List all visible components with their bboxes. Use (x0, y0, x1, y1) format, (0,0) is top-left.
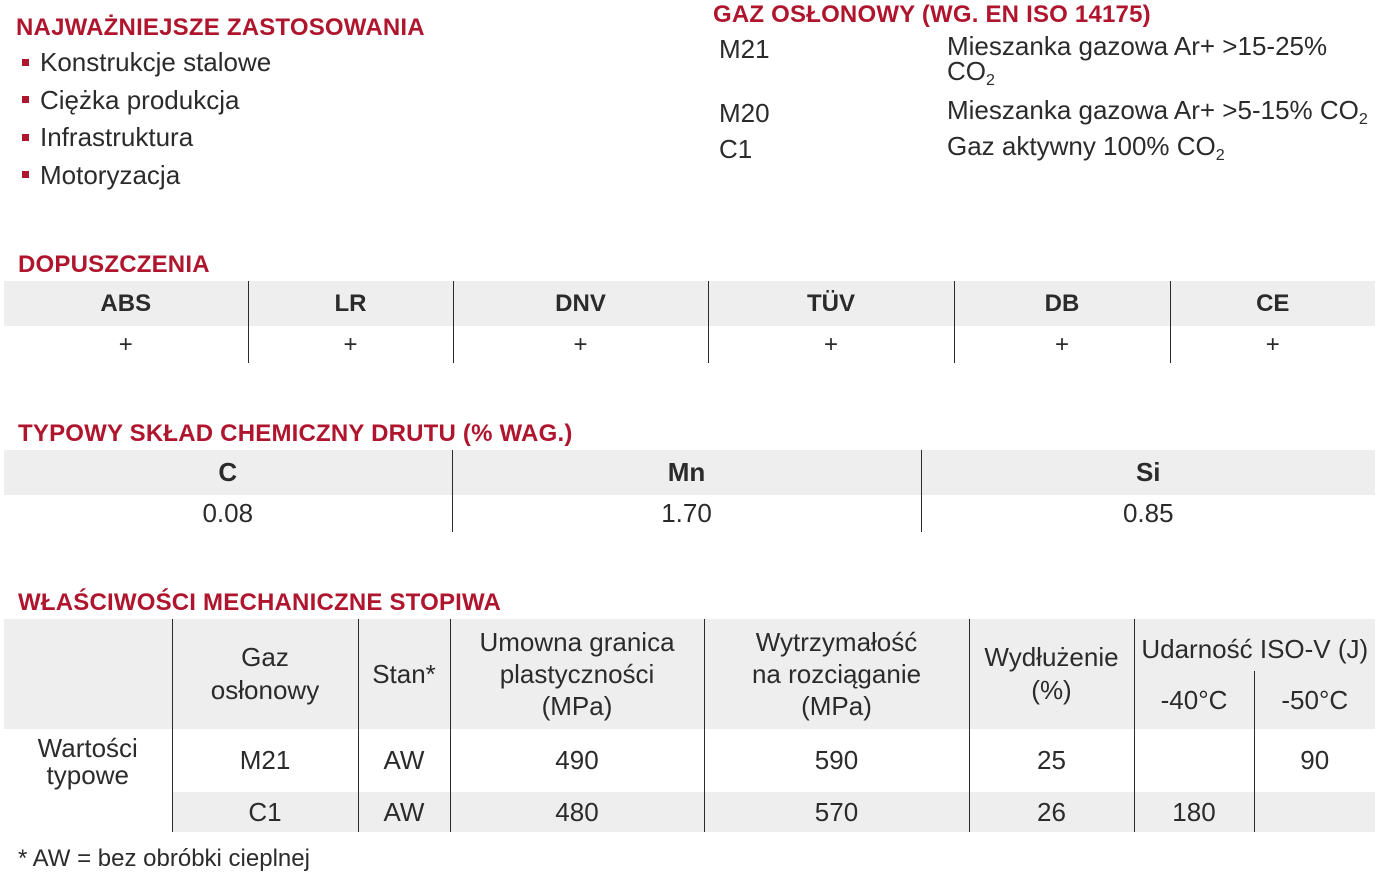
approval-value: + (954, 326, 1170, 363)
table-row (4, 792, 1375, 832)
bullet-icon (22, 59, 29, 66)
applications-heading: NAJWAŻNIEJSZE ZASTOSOWANIA (16, 14, 425, 41)
gas-code: M21 (719, 34, 770, 64)
impact-header: Udarność ISO-V (J) (1134, 619, 1375, 671)
table-header-row (4, 450, 1375, 495)
approval-header: TÜV (708, 281, 954, 326)
gas-description (947, 31, 1357, 89)
applications-list (22, 44, 271, 194)
impact-50-value: 90 (1254, 729, 1375, 792)
row-label-text: typowe (46, 760, 129, 790)
list-item-label: Konstrukcje stalowe (40, 47, 272, 77)
header-text: Wytrzymałość (755, 627, 918, 657)
element-value: 1.70 (452, 495, 921, 532)
list-item (22, 44, 271, 82)
footnote: * AW = bez obróbki cieplnej (18, 845, 310, 872)
gas-code: M20 (719, 98, 770, 128)
approval-value: + (1170, 326, 1375, 363)
gas-description (947, 95, 1379, 128)
state-header: Stan* (358, 619, 450, 729)
empty-header-cell (4, 619, 172, 729)
approval-value: + (118, 330, 133, 358)
impact-40-value (1134, 729, 1254, 792)
state-value: AW (358, 792, 450, 832)
element-header: Mn (452, 450, 921, 495)
list-item (22, 82, 271, 120)
shielding-gas-heading: GAZ OSŁONOWY (WG. EN ISO 14175) (713, 1, 1151, 28)
gas-header (172, 619, 358, 729)
elongation-header (969, 619, 1134, 729)
header-text: plastyczności (499, 659, 655, 689)
gas-value: M21 (172, 729, 358, 792)
row-label-text: Wartości (37, 733, 138, 763)
impact-temp-header: -40°C (1134, 671, 1254, 729)
header-text: Wydłużenie (984, 642, 1119, 672)
state-value: AW (358, 729, 450, 792)
element-value: 0.85 (921, 495, 1375, 532)
approval-header: ABS (100, 289, 152, 317)
element-header: C (218, 457, 238, 487)
tensile-header (704, 619, 969, 729)
approval-value: + (453, 326, 708, 363)
approval-header: DB (954, 281, 1170, 326)
approval-header: CE (1170, 281, 1375, 326)
list-item-label: Infrastruktura (40, 122, 194, 152)
impact-50-value (1254, 792, 1375, 832)
table-row (4, 326, 1375, 363)
gas-code: C1 (719, 134, 753, 164)
chemistry-heading: TYPOWY SKŁAD CHEMICZNY DRUTU (% WAG.) (18, 420, 573, 447)
header-text: osłonowy (210, 675, 320, 705)
elongation-value: 26 (969, 792, 1134, 832)
gas-description-subscript: 2 (1358, 109, 1368, 128)
impact-temp-header: -50°C (1254, 671, 1375, 729)
row-label (4, 729, 172, 832)
header-text: na rozciąganie (751, 659, 922, 689)
gas-description-text: Gaz aktywny 100% CO (947, 131, 1216, 161)
header-text: (MPa) (541, 691, 613, 721)
table-header-row (4, 619, 1375, 671)
list-item (22, 119, 271, 157)
table-row (4, 729, 1375, 792)
bullet-icon (22, 171, 29, 178)
header-text: Gaz (241, 642, 289, 672)
element-value: 0.08 (202, 498, 254, 528)
list-item-label: Ciężka produkcja (40, 84, 240, 115)
approvals-heading: DOPUSZCZENIA (18, 251, 210, 278)
impact-40-value: 180 (1134, 792, 1254, 832)
bullet-icon (22, 134, 29, 141)
chemistry-table (4, 450, 1375, 532)
approval-header: DNV (453, 281, 708, 326)
approval-header: LR (248, 281, 453, 326)
approval-value: + (708, 326, 954, 363)
tensile-value: 590 (704, 729, 969, 792)
header-text: Umowna granica (479, 627, 675, 657)
gas-description-text: Mieszanka gazowa Ar+ >5-15% CO (947, 95, 1359, 125)
yield-header (450, 619, 704, 729)
gas-description-subscript: 2 (986, 70, 995, 89)
gas-description-text: Mieszanka gazowa Ar+ >15-25% CO (947, 31, 1328, 86)
gas-description-subscript: 2 (1215, 145, 1225, 164)
list-item-label: Motoryzacja (40, 159, 181, 190)
element-header: Si (921, 450, 1375, 495)
table-header-row (4, 281, 1375, 326)
approval-value: + (248, 326, 453, 363)
approvals-table (4, 281, 1375, 363)
mechanical-heading: WŁAŚCIWOŚCI MECHANICZNE STOPIWA (18, 589, 502, 616)
header-text: (MPa) (801, 691, 872, 721)
tensile-value: 570 (704, 792, 969, 832)
bullet-icon (22, 96, 29, 103)
mechanical-table (4, 619, 1375, 832)
yield-value: 490 (450, 729, 704, 792)
elongation-value: 25 (969, 729, 1134, 792)
table-row (4, 495, 1375, 532)
gas-description (947, 131, 1379, 164)
yield-value: 480 (450, 792, 704, 832)
header-text: (%) (1031, 675, 1072, 705)
list-item (22, 157, 271, 195)
gas-value: C1 (172, 792, 358, 832)
